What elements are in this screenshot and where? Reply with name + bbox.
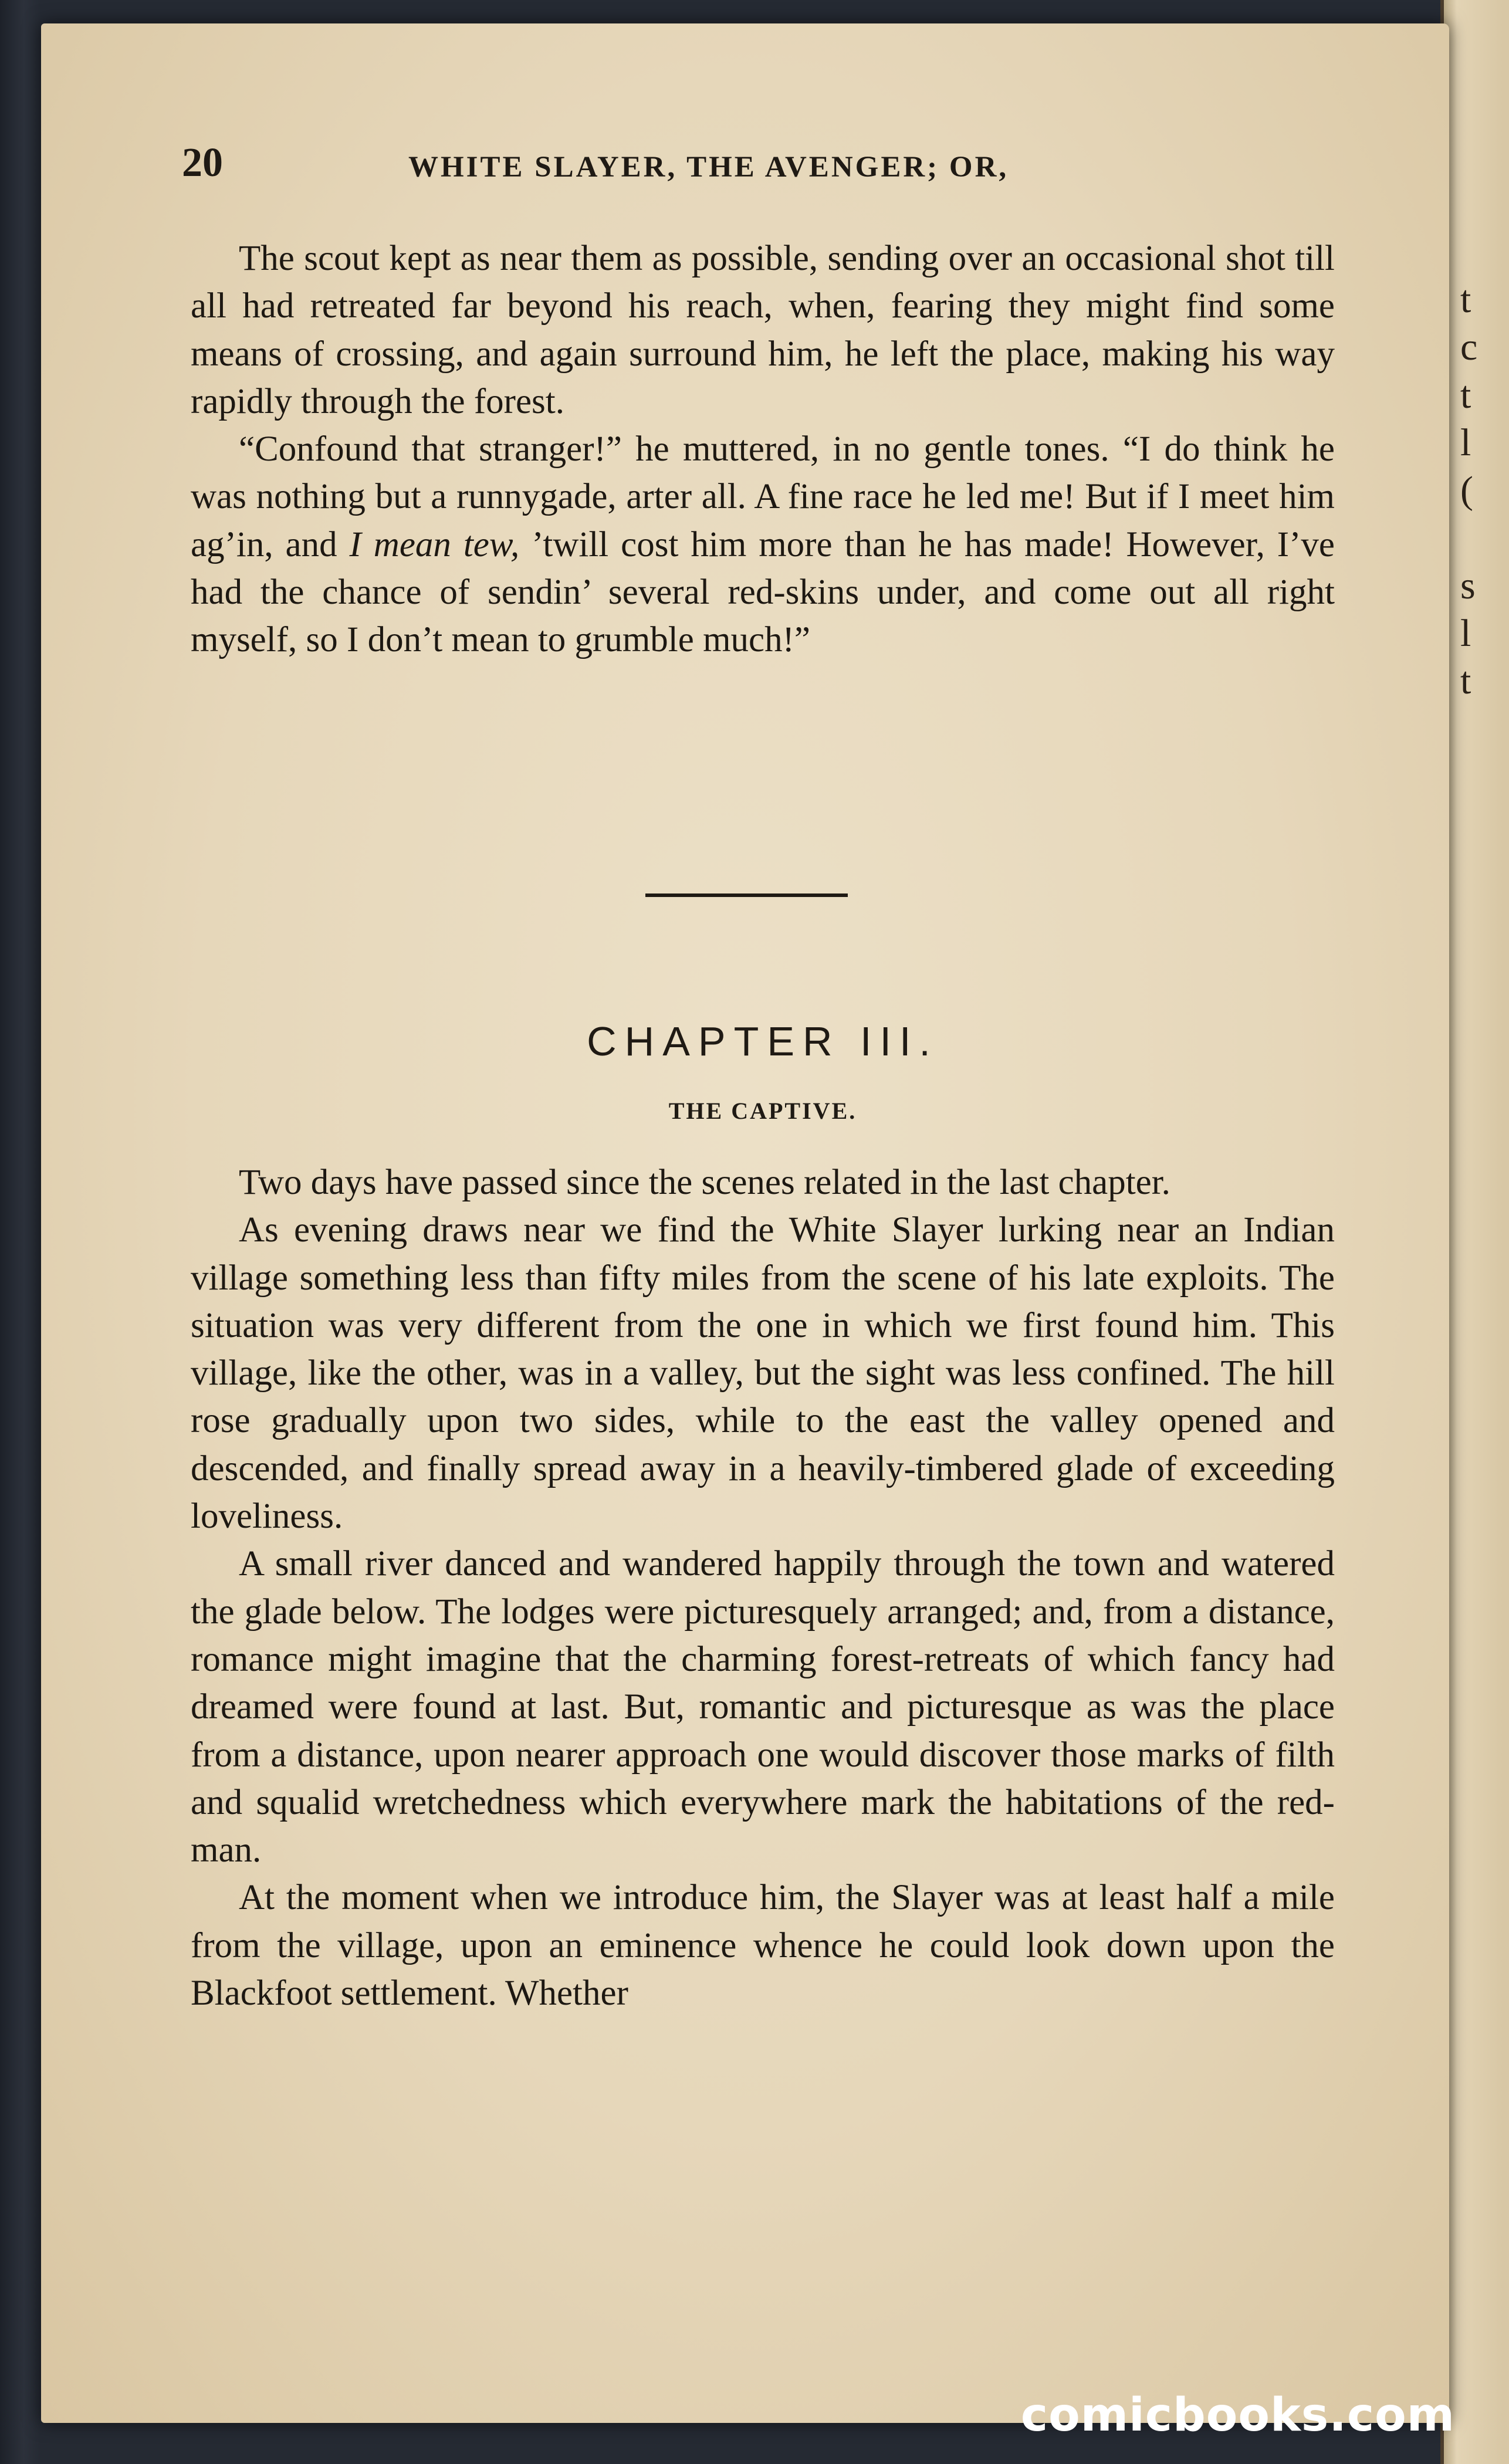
paragraph: The scout kept as near them as possible, sending over an occasional shot till all had retreated far beyond his reach, when, fearing they might find some means of crossing, and again surround him, he left the place, making his way rapidly through the forest.: [191, 239, 1335, 421]
text-block-before-chapter: [191, 235, 1335, 664]
paragraph: As evening draws near we find the White Slayer lurking near an Indian village something less than fifty miles from the scene of his late exploits. The situation was very different from the one in which we first found him. This village, like the other, was in a valley, but the sight was less confined. The hill rose gradually upon two sides, while to the east the valley opened and descended, and finally spread away in a heavily-timbered glade of exceeding loveliness.: [191, 1210, 1335, 1536]
adjacent-page-letter: l: [1460, 612, 1471, 655]
section-divider-rule: [645, 893, 848, 897]
adjacent-page-letter: t: [1460, 659, 1471, 703]
paragraph: Two days have passed since the scenes related in the last chapter.: [239, 1163, 1170, 1202]
dialect-emphasis: I mean tew,: [349, 524, 520, 564]
chapter-subtitle: THE CAPTIVE.: [668, 1098, 857, 1124]
page-header: [182, 140, 1349, 192]
running-title: WHITE SLAYER, THE AVENGER; OR,: [408, 151, 1009, 184]
adjacent-page-letter: s: [1460, 564, 1476, 607]
paragraph: A small river danced and wandered happily through the town and watered the glade below. The lodges were picturesquely arranged; and, from a distance, romance might imagine that the charming forest-retreats of which fancy had dreamed were found at last. But, romantic and picturesque as was the place from a distance, upon nearer approach one would discover those marks of filth and squalid wretchedness which everywhere mark the habitations of the red-man.: [191, 1544, 1335, 1870]
adjacent-page-letter: t: [1460, 373, 1471, 417]
chapter-heading: CHAPTER III.: [587, 1018, 939, 1064]
text-block-chapter-body: [191, 1159, 1335, 2017]
adjacent-page-edge: [1440, 0, 1509, 2464]
adjacent-page-letter: (: [1460, 469, 1473, 512]
adjacent-page-letter: t: [1460, 278, 1471, 321]
paragraph: At the moment when we introduce him, the Slayer was at least half a mile from the village, upon an eminence whence he could look down upon the Blackfoot settlement. Whether: [191, 1878, 1335, 2013]
page-number: 20: [182, 140, 223, 185]
paragraph: “Confound that stranger!” he muttered, in no gentle tones. “I do think he was nothing but a runnygade, arter all. A fine race he led me! But if I meet him ag’in, and I mean tew, ’twill cost him more than he has made! However, I’ve had the chance of sendin’ several red-skins under, and come out all right myself, so I don’t mean to grumble much!”: [191, 429, 1335, 660]
adjacent-page-letter: l: [1460, 421, 1471, 464]
adjacent-page-letter: [1460, 514, 1507, 561]
site-watermark: comicbooks.com: [1020, 2389, 1455, 2442]
adjacent-page-letter: c: [1460, 326, 1478, 369]
adjacent-page-text: [1460, 276, 1507, 705]
